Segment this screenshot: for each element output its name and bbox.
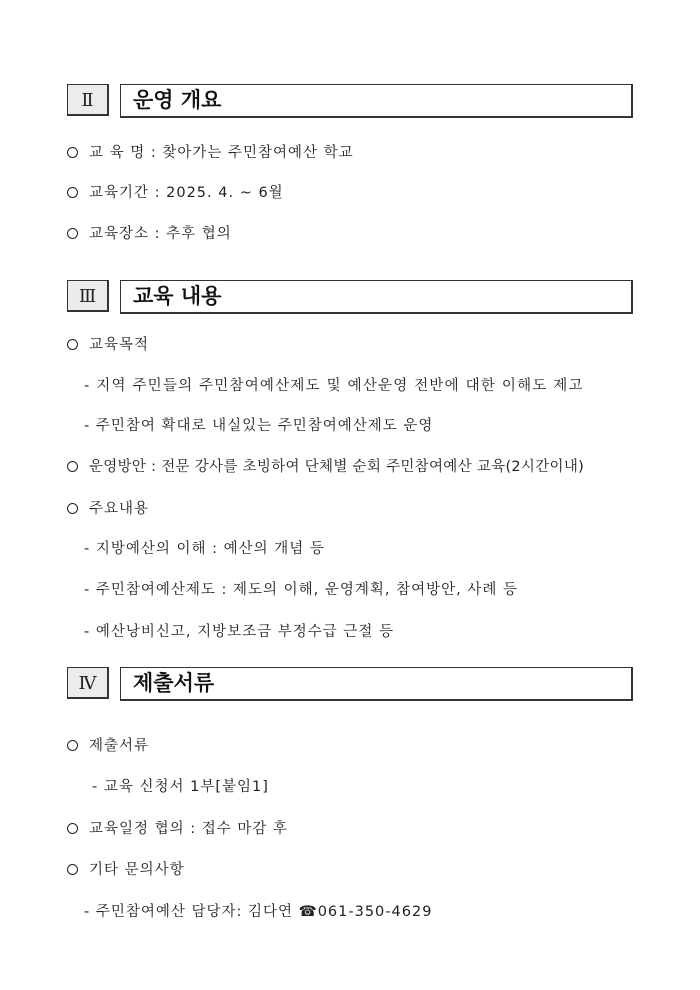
list-item — [67, 335, 149, 355]
circle-bullet-icon — [67, 740, 78, 751]
circle-bullet-icon — [67, 187, 78, 198]
circle-bullet-icon — [67, 461, 78, 472]
list-item — [67, 457, 584, 477]
item-text: 교육일정 협의 : 접수 마감 후 — [89, 821, 289, 837]
section-numeral: Ⅳ — [67, 667, 109, 699]
section-header-2 — [67, 84, 633, 118]
item-text: 제출서류 — [89, 738, 150, 754]
item-text: 교육목적 — [89, 337, 150, 353]
item-text: 기타 문의사항 — [89, 862, 185, 878]
sub-item: - 주민참여예산제도 : 제도의 이해, 운영계획, 참여방안, 사례 등 — [84, 582, 518, 598]
contact-text: - 주민참여예산 담당자: 김다연 — [84, 904, 299, 920]
section-header-4 — [67, 667, 633, 701]
sub-item: - 예산낭비신고, 지방보조금 부정수급 근절 등 — [84, 624, 395, 640]
item-text: 교육기간 : 2025. 4. ~ 6월 — [89, 185, 284, 201]
item-text: 운영방안 : 전문 강사를 초빙하여 단체별 순회 주민참여예산 교육(2시간이내) — [89, 459, 585, 475]
list-item — [67, 736, 149, 756]
phone-icon: ☎ — [298, 904, 318, 920]
sub-item: - 지역 주민들의 주민참여예산제도 및 예산운영 전반에 대한 이해도 제고 — [84, 378, 584, 394]
list-item — [67, 224, 232, 244]
section-title: 교육 내용 — [120, 280, 633, 314]
sub-item: - 주민참여 확대로 내실있는 주민참여예산제도 운영 — [84, 418, 434, 434]
phone-number: 061-350-4629 — [317, 904, 433, 920]
list-item — [67, 499, 149, 519]
list-item — [67, 183, 284, 203]
sub-item: - 교육 신청서 1부[붙임1] — [92, 779, 269, 795]
section-numeral: Ⅲ — [67, 280, 109, 312]
section-title: 제출서류 — [120, 667, 633, 701]
list-item — [67, 860, 185, 880]
list-item — [67, 819, 288, 839]
item-text: 교육장소 : 추후 협의 — [89, 226, 232, 242]
sub-item: - 지방예산의 이해 : 예산의 개념 등 — [84, 541, 325, 557]
circle-bullet-icon — [67, 503, 78, 514]
circle-bullet-icon — [67, 823, 78, 834]
circle-bullet-icon — [67, 228, 78, 239]
circle-bullet-icon — [67, 339, 78, 350]
sub-item — [84, 902, 432, 922]
list-item — [67, 143, 354, 163]
section-numeral: Ⅱ — [67, 84, 109, 116]
circle-bullet-icon — [67, 864, 78, 875]
circle-bullet-icon — [67, 147, 78, 158]
section-title: 운영 개요 — [120, 84, 633, 118]
item-text: 주요내용 — [89, 501, 150, 517]
item-text: 교 육 명 : 찾아가는 주민참여예산 학교 — [89, 145, 354, 161]
section-header-3 — [67, 280, 633, 314]
